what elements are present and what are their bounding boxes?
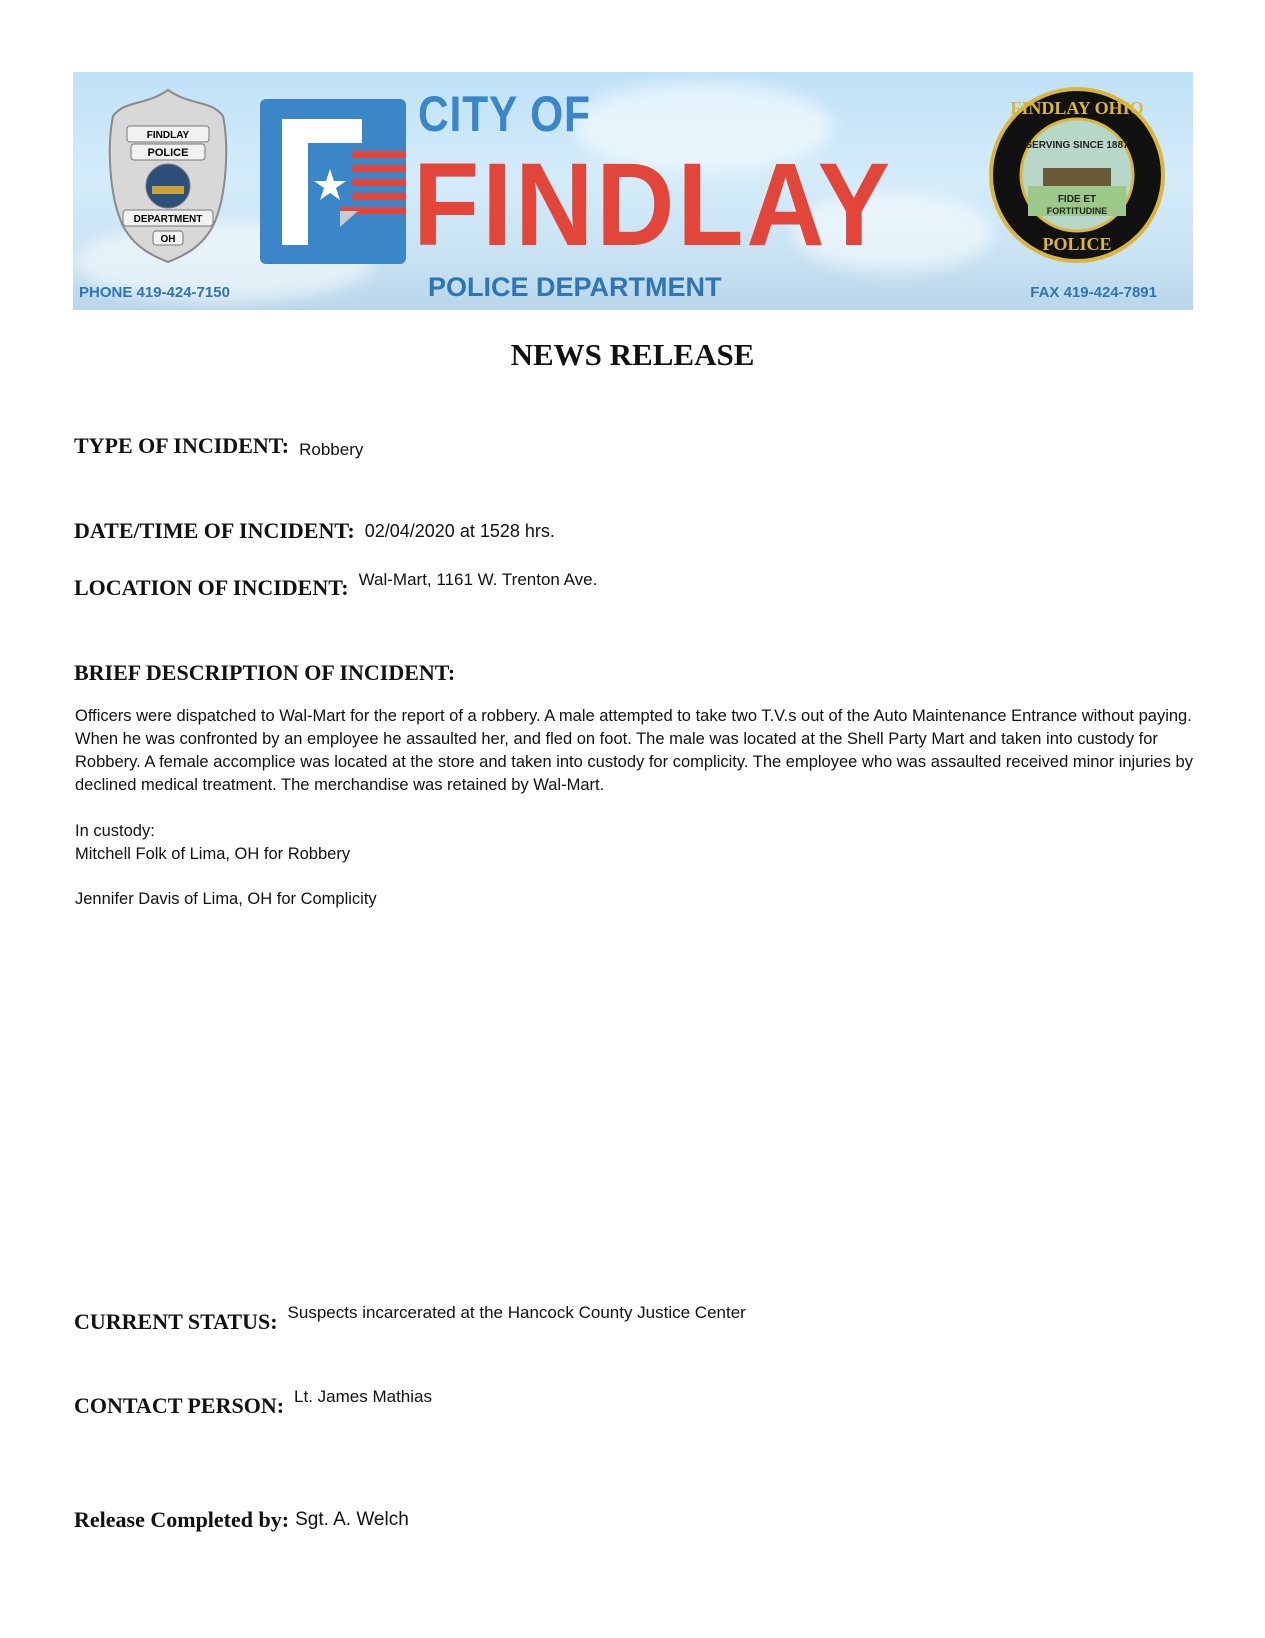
contact-label: CONTACT PERSON:	[74, 1393, 285, 1418]
contact-row	[74, 1387, 432, 1419]
contact-value: Lt. James Mathias	[294, 1387, 432, 1406]
status-value: Suspects incarcerated at the Hancock County Justice Center	[287, 1303, 746, 1322]
svg-text:FORTITUDINE: FORTITUDINE	[1046, 206, 1108, 216]
svg-text:OH: OH	[160, 234, 176, 245]
svg-text:POLICE: POLICE	[147, 147, 189, 159]
datetime-label: DATE/TIME OF INCIDENT:	[74, 518, 355, 543]
completed-label: Release Completed by:	[74, 1507, 290, 1532]
description-text: Officers were dispatched to Wal-Mart for the report of a robbery. A male attempted to take two T.V.s out of the Auto Maintenance Entrance without paying. When he was confronted by an employee he assaulted her, and fled on foot. The male was located at the Shell Party Mart and taken into custody for Robbery. A female accomplice was located at the store and taken into custody for complicity. The employee who was assaulted received minor injuries by declined medical treatment. The merchandise was retained by Wal-Mart.	[75, 707, 1193, 794]
location-row	[74, 570, 598, 601]
type-value: Robbery	[299, 440, 364, 459]
fax-number: FAX 419-424-7891	[1030, 284, 1157, 301]
phone-number: PHONE 419-424-7150	[79, 284, 230, 301]
svg-text:SERVING SINCE 1887: SERVING SINCE 1887	[1025, 140, 1129, 151]
svg-text:DEPARTMENT: DEPARTMENT	[133, 214, 203, 225]
datetime-row	[74, 518, 555, 544]
datetime-value: 02/04/2020 at 1528 hrs.	[364, 521, 555, 541]
type-row	[74, 433, 363, 460]
status-row	[74, 1303, 746, 1335]
type-label: TYPE OF INCIDENT:	[74, 433, 290, 458]
header-banner	[73, 72, 1193, 310]
location-value: Wal-Mart, 1161 W. Trenton Ave.	[358, 570, 598, 589]
description-row	[74, 660, 455, 686]
custody-heading: In custody:	[75, 822, 155, 840]
completed-value: Sgt. A. Welch	[295, 1509, 409, 1530]
status-label: CURRENT STATUS:	[74, 1309, 278, 1334]
location-label: LOCATION OF INCIDENT:	[74, 575, 349, 600]
svg-text:FINDLAY: FINDLAY	[146, 130, 190, 141]
svg-text:POLICE: POLICE	[1042, 234, 1112, 254]
city-flag-f-logo	[260, 99, 406, 264]
city-of-text: CITY OF	[418, 86, 591, 142]
findlay-wordmark: FINDLAY	[413, 139, 893, 271]
custody-item: Mitchell Folk of Lima, OH for Robbery	[75, 845, 351, 863]
custody-item: Jennifer Davis of Lima, OH for Complicity	[75, 890, 377, 908]
department-name: POLICE DEPARTMENT	[428, 272, 722, 302]
description-label: BRIEF DESCRIPTION OF INCIDENT:	[74, 660, 456, 685]
completed-row	[74, 1507, 409, 1533]
police-seal-logo	[988, 86, 1166, 264]
svg-text:FIDE ET: FIDE ET	[1057, 194, 1097, 205]
description-block	[75, 705, 1205, 911]
svg-text:FINDLAY OHIO: FINDLAY OHIO	[1010, 98, 1144, 118]
police-badge-logo	[105, 86, 231, 264]
page-title: NEWS RELEASE	[510, 337, 755, 372]
